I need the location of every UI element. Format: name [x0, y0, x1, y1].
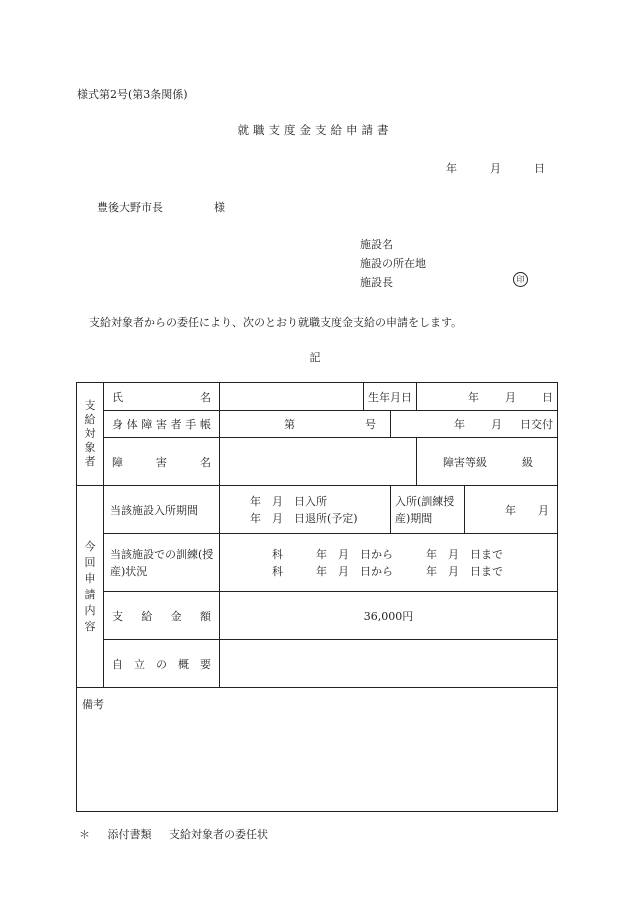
document-title: 就職支度金支給申請書	[237, 123, 393, 137]
facility-head-label: 施設長	[360, 276, 393, 289]
issued-suffix: 日交付	[520, 418, 553, 431]
label-char: 要	[200, 657, 211, 671]
label-char: 身	[112, 418, 123, 431]
handbook-number-prefix: 第	[284, 418, 295, 431]
period-label: 当該施設入所期間	[104, 486, 220, 534]
label-char: 害	[155, 418, 167, 431]
disability-label	[112, 454, 211, 470]
birth-day-label: 日	[542, 390, 553, 404]
birth-year-label: 年	[468, 390, 479, 404]
birthdate-label: 生年月日	[364, 383, 417, 411]
addressee-honorific: 様	[214, 201, 225, 214]
period-row	[77, 486, 558, 534]
disability-label-cell	[104, 438, 220, 486]
note-label: 添付書類	[107, 828, 152, 841]
independence-label-cell	[104, 640, 220, 688]
grade-suffix: 級	[522, 455, 533, 469]
handbook-label-cell	[104, 411, 220, 438]
independence-row	[77, 640, 558, 688]
seal-mark: 印	[513, 272, 528, 287]
name-label-cell	[104, 383, 220, 411]
ki-heading: 記	[309, 351, 321, 364]
label-char: 手	[185, 418, 197, 431]
amount-value: 36,000円	[220, 592, 558, 640]
name-row	[77, 383, 558, 411]
label-char: 障	[141, 418, 153, 431]
training-label: 当該施設での訓練(授産)状況	[104, 534, 220, 592]
disability-field[interactable]	[220, 438, 417, 486]
note-value: 支給対象者の委任状	[169, 828, 268, 841]
training-period-label: 入所(訓練授産)期間	[391, 486, 465, 534]
note-mark: ＊	[79, 828, 90, 841]
remarks-row	[77, 688, 558, 812]
attachment-note	[79, 826, 282, 842]
label-char: 障	[112, 455, 123, 469]
grade-label: 障害等級	[443, 455, 487, 469]
label-char: 給	[141, 609, 153, 623]
handbook-number-field[interactable]	[220, 411, 391, 438]
application-table	[76, 382, 558, 812]
section-target-person	[77, 383, 104, 486]
training-line-2: 科 年 月 日から 年 月 日まで	[272, 564, 503, 578]
label-char: 害	[156, 455, 167, 469]
amount-label-cell	[104, 592, 220, 640]
label-char: 金	[170, 609, 182, 623]
name-field[interactable]	[220, 383, 364, 411]
label-char: 帳	[199, 418, 211, 431]
period-line-exit: 年 月 日退所(予定)	[250, 511, 358, 525]
label-char: 自	[112, 657, 123, 671]
issued-month-label: 月	[491, 418, 502, 431]
label-char: 名	[200, 390, 211, 404]
section-application-content-label: 今回申請内容	[84, 539, 96, 633]
submission-date	[446, 160, 545, 176]
form-number: 様式第2号(第3条関係)	[77, 88, 188, 101]
label-char: の	[156, 657, 167, 671]
disability-row	[77, 438, 558, 486]
independence-field[interactable]	[220, 640, 558, 688]
addressee-name: 豊後大野市長	[97, 201, 163, 214]
birth-month-label: 月	[505, 390, 516, 404]
training-field[interactable]	[220, 534, 558, 592]
training-period-field[interactable]: 年 月	[465, 486, 558, 534]
training-row	[77, 534, 558, 592]
label-char: 額	[199, 609, 211, 623]
remarks-label: 備考	[82, 698, 104, 711]
birthdate-field[interactable]	[417, 383, 558, 411]
training-line-1: 科 年 月 日から 年 月 日まで	[272, 547, 503, 561]
label-char: 体	[126, 418, 138, 431]
grade-cell[interactable]	[417, 438, 558, 486]
handbook-issued-field[interactable]	[391, 411, 558, 438]
section-target-person-label: 支給対象者	[84, 399, 96, 468]
period-field[interactable]	[220, 486, 391, 534]
handbook-label	[112, 416, 211, 432]
label-char: 立	[134, 657, 145, 671]
date-month-label: 月	[490, 162, 501, 175]
facility-name-label: 施設名	[360, 238, 393, 251]
remarks-field[interactable]	[77, 688, 558, 812]
label-char: 名	[200, 455, 211, 469]
intro-text: 支給対象者からの委任により、次のとおり就職支度金支給の申請をします。	[89, 316, 463, 329]
date-day-label: 日	[534, 162, 545, 175]
addressee	[97, 199, 225, 215]
period-line-entry: 年 月 日入所	[250, 494, 327, 508]
amount-label	[112, 608, 211, 624]
handbook-row	[77, 411, 558, 438]
label-char: 者	[170, 418, 182, 431]
handbook-number-suffix: 号	[365, 418, 376, 431]
label-char: 概	[178, 657, 189, 671]
date-year-label: 年	[446, 162, 457, 175]
independence-label	[112, 656, 211, 672]
name-label	[112, 389, 211, 405]
section-application-content	[77, 486, 104, 688]
label-char: 氏	[112, 390, 123, 404]
label-char: 支	[112, 609, 123, 623]
facility-address-label: 施設の所在地	[360, 257, 426, 270]
amount-row	[77, 592, 558, 640]
issued-year-label: 年	[454, 418, 465, 431]
